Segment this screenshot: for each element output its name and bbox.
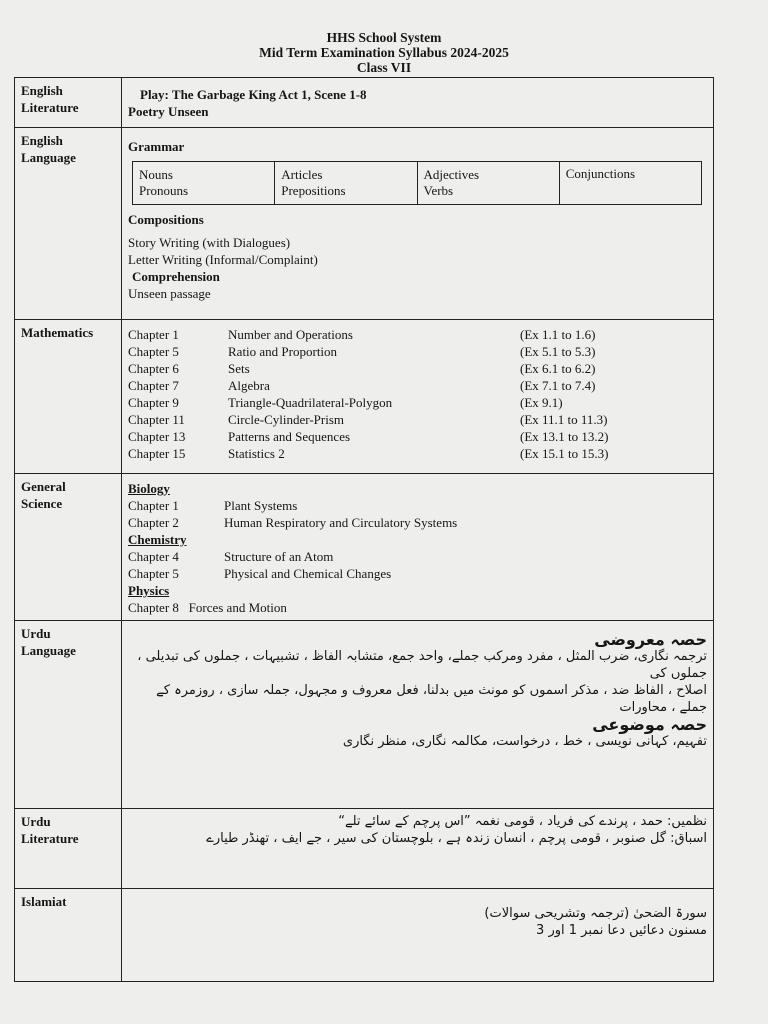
row-general-science <box>15 474 714 621</box>
math-chapter-row <box>128 445 707 462</box>
subject-label: English <box>21 83 63 98</box>
math-chapter-row <box>128 377 707 394</box>
urdu-line: اصلاح ، الفاظ ضد ، مذکر اسموں کو مونث میں بدلنا، فعل معروف و مجہول، جملہ سازی ، روزمرہ کے جملے ، محاورات <box>156 683 707 715</box>
grammar-cell <box>275 162 417 205</box>
grammar-cell <box>133 162 275 205</box>
row-english-language <box>15 128 714 320</box>
subject-english-language <box>15 128 122 320</box>
school-name: HHS School System <box>326 30 442 45</box>
biology-heading: Biology <box>128 481 170 496</box>
science-chapter <box>128 548 707 565</box>
row-islamiat <box>15 889 714 982</box>
chapter-exercises: (Ex 1.1 to 1.6) <box>520 327 596 342</box>
row-urdu-literature <box>15 809 714 889</box>
chapter-topic: Statistics 2 <box>228 446 285 461</box>
subject-label: Mathematics <box>21 325 94 340</box>
subject-general-science <box>15 474 122 621</box>
row-urdu-language <box>15 621 714 809</box>
chapter-number: Chapter 2 <box>128 515 179 530</box>
subject-label: Science <box>21 496 63 511</box>
chapter-number: Chapter 11 <box>128 412 185 427</box>
chapter-topic: Circle-Cylinder-Prism <box>228 412 344 427</box>
chapter-number: Chapter 13 <box>128 429 186 444</box>
urdu-objective-heading: حصہ معروضی <box>594 630 707 649</box>
subject-mathematics <box>15 320 122 474</box>
grammar-item: Adjectives <box>423 167 480 182</box>
page-header <box>0 30 768 75</box>
english-language-content <box>122 128 714 320</box>
chapter-exercises: (Ex 5.1 to 5.3) <box>520 344 596 359</box>
chapter-number: Chapter 6 <box>128 361 179 376</box>
math-chapter-row <box>128 360 707 377</box>
chapter-topic: Sets <box>228 361 250 376</box>
islamiat-line: مسنون دعائیں دعا نمبر 1 اور 3 <box>536 923 707 938</box>
math-chapter-list <box>128 326 707 462</box>
chapter-topic: Algebra <box>228 378 270 393</box>
urdu-poems-line: نظمیں: حمد ، پرندے کی فریاد ، قومی نغمہ ”اس پرچم کے سائے تلے“ <box>338 814 707 829</box>
play-line: Play: The Garbage King Act 1, Scene 1-8 <box>140 87 367 102</box>
subject-urdu-language <box>15 621 122 809</box>
grammar-item: Prepositions <box>281 183 346 198</box>
urdu-language-content <box>122 621 714 809</box>
subject-label: General <box>21 479 66 494</box>
chapter-number: Chapter 1 <box>128 498 179 513</box>
math-chapter-row <box>128 326 707 343</box>
islamiat-content <box>122 889 714 982</box>
chapter-number: Chapter 5 <box>128 566 179 581</box>
chapter-exercises: (Ex 6.1 to 6.2) <box>520 361 596 376</box>
chapter-topic: Triangle-Quadrilateral-Polygon <box>228 395 393 410</box>
math-chapter-row <box>128 411 707 428</box>
grammar-heading: Grammar <box>128 139 185 154</box>
science-chapter <box>128 514 707 531</box>
general-science-content <box>122 474 714 621</box>
chapter-topic: Human Respiratory and Circulatory Systems <box>224 515 458 530</box>
science-chapter <box>128 565 707 582</box>
comprehension-heading: Comprehension <box>132 269 220 284</box>
urdu-line: تفہیم، کہانی نویسی ، خط ، درخواست، مکالمہ نگاری، منظر نگاری <box>342 734 707 749</box>
chapter-exercises: (Ex 9.1) <box>520 395 563 410</box>
subject-label: Literature <box>21 100 79 115</box>
grammar-item: Pronouns <box>139 183 189 198</box>
islamiat-line: سورۃ الضحیٰ (ترجمہ وتشریحی سوالات) <box>484 906 707 921</box>
chapter-number: Chapter 15 <box>128 446 186 461</box>
subject-label: Language <box>21 150 76 165</box>
chapter-number: Chapter 7 <box>128 378 179 393</box>
composition-item: Letter Writing (Informal/Complaint) <box>128 252 318 267</box>
math-chapter-row <box>128 394 707 411</box>
english-literature-content <box>122 78 714 128</box>
mathematics-content <box>122 320 714 474</box>
chapter-exercises: (Ex 15.1 to 15.3) <box>520 446 609 461</box>
chapter-topic: Physical and Chemical Changes <box>224 566 392 581</box>
composition-item: Story Writing (with Dialogues) <box>128 235 291 250</box>
urdu-line: ترجمہ نگاری، ضرب المثل ، مفرد ومرکب جملے، واحد جمع، متشابہ الفاظ ، تشبیہات ، جملوں کی تبدیلی ، جملوں کی <box>137 649 707 681</box>
chapter-number: Chapter 4 <box>128 549 179 564</box>
grammar-item: Articles <box>281 167 323 182</box>
grammar-table <box>132 161 702 205</box>
urdu-literature-content <box>122 809 714 889</box>
subject-islamiat <box>15 889 122 982</box>
comprehension-item: Unseen passage <box>128 286 211 301</box>
chapter-exercises: (Ex 11.1 to 11.3) <box>520 412 608 427</box>
urdu-subjective-heading: حصہ موضوعی <box>592 715 707 734</box>
urdu-lessons-line: اسباق: گل صنوبر ، قومی پرچم ، انسان زندہ ہے ، بلوچستان کی سیر ، جے ایف ، تھنڈر طیارے <box>206 831 707 846</box>
chapter-topic: Plant Systems <box>224 498 298 513</box>
subject-label: Language <box>21 643 76 658</box>
syllabus-table <box>14 77 714 982</box>
chapter-topic: Structure of an Atom <box>224 549 334 564</box>
subject-label: Urdu <box>21 626 51 641</box>
class-label: Class VII <box>356 60 412 75</box>
subject-label: English <box>21 133 63 148</box>
subject-english-literature <box>15 78 122 128</box>
subject-label: Islamiat <box>21 894 67 909</box>
math-chapter-row <box>128 428 707 445</box>
poetry-line: Poetry Unseen <box>128 104 209 119</box>
chapter-exercises: (Ex 7.1 to 7.4) <box>520 378 596 393</box>
chapter-exercises: (Ex 13.1 to 13.2) <box>520 429 609 444</box>
subject-label: Literature <box>21 831 79 846</box>
chapter-topic: Number and Operations <box>228 327 353 342</box>
math-chapter-row <box>128 343 707 360</box>
grammar-item: Nouns <box>139 167 173 182</box>
chapter-number: Chapter 9 <box>128 395 179 410</box>
chapter-topic: Ratio and Proportion <box>228 344 338 359</box>
physics-heading: Physics <box>128 583 170 598</box>
compositions-heading: Compositions <box>128 212 204 227</box>
subject-label: Urdu <box>21 814 51 829</box>
science-chapter <box>128 497 707 514</box>
chapter-number: Chapter 1 <box>128 327 179 342</box>
grammar-cell <box>559 162 701 205</box>
row-english-literature <box>15 78 714 128</box>
chemistry-heading: Chemistry <box>128 532 187 547</box>
chapter-number: Chapter 5 <box>128 344 179 359</box>
grammar-item: Conjunctions <box>565 166 636 181</box>
physics-chapter: Chapter 8 Forces and Motion <box>128 600 287 615</box>
subject-urdu-literature <box>15 809 122 889</box>
row-mathematics <box>15 320 714 474</box>
grammar-cell <box>417 162 559 205</box>
exam-title: Mid Term Examination Syllabus 2024-2025 <box>259 45 509 60</box>
chapter-topic: Patterns and Sequences <box>228 429 351 444</box>
grammar-item: Verbs <box>423 183 454 198</box>
